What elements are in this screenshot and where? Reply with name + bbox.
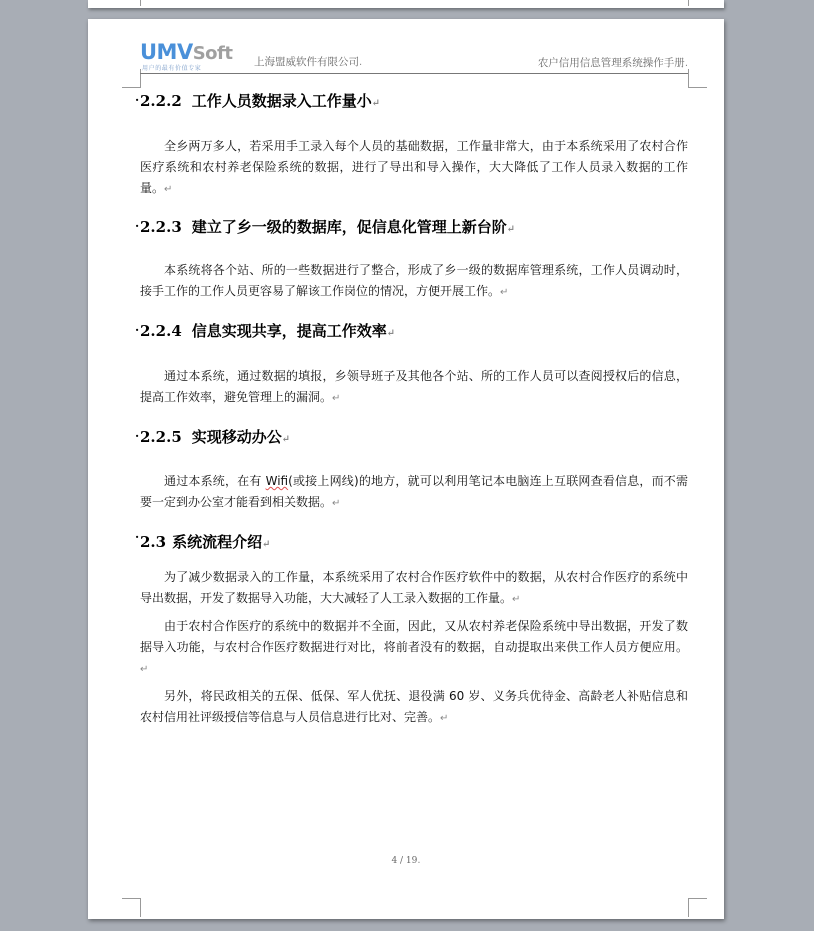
- body-paragraph[interactable]: 本系统将各个站、所的一些数据进行了整合，形成了乡一级的数据库管理系统，工作人员调动时，接手工作的工作人员更容易了解该工作岗位的情况，方便开展工作。↵: [140, 263, 688, 298]
- paragraph-mark-icon: ↵: [386, 328, 396, 339]
- crop-mark-top-left: [122, 69, 141, 88]
- header-manual-title: 农户信用信息管理系统操作手册.: [537, 57, 688, 69]
- logo-text-soft: Soft: [192, 43, 233, 64]
- paragraph-mark-icon: ↵: [500, 287, 509, 298]
- header-company-name: 上海盟威软件有限公司.: [254, 56, 363, 68]
- heading-bullet: ·: [135, 323, 140, 337]
- section-number: 2.2.5: [140, 428, 182, 446]
- paragraph-mark-icon: ↵: [140, 664, 149, 675]
- spellcheck-word[interactable]: Wifi: [265, 474, 289, 488]
- body-paragraph[interactable]: 全乡两万多人，若采用手工录入每个人员的基础数据，工作量非常大，由于本系统采用了农村合作医疗系统和农村养老保险系统的数据，进行了导出和导入操作，大大降低了工作人员录入数据的工作量。↵: [140, 139, 688, 195]
- section-heading[interactable]: [135, 427, 688, 450]
- section-title: 工作人员数据录入工作量小: [191, 92, 372, 110]
- heading-bullet: ·: [135, 219, 140, 233]
- logo-text-umv: UMV: [140, 40, 193, 64]
- body-paragraph[interactable]: 由于农村合作医疗的系统中的数据并不全面，因此，又从农村养老保险系统中导出数据，开发了数据导入功能，与农村合作医疗数据进行对比，将前者没有的数据，自动提取出来供工作人员方便应用。↵: [140, 619, 688, 675]
- section-heading[interactable]: [135, 91, 688, 114]
- logo-slogan: 用户的最有价值专家: [142, 65, 202, 72]
- paragraph-mark-icon: ↵: [164, 184, 173, 195]
- heading-bullet: ·: [135, 429, 140, 443]
- paragraph-mark-icon: ↵: [281, 434, 291, 445]
- logo-wordmark: [140, 41, 232, 65]
- section-number: 2.2.2: [140, 92, 182, 110]
- section-heading[interactable]: [135, 217, 688, 240]
- crop-mark-bottom-right: [688, 898, 707, 917]
- section-heading[interactable]: [135, 530, 688, 555]
- body-paragraph[interactable]: 另外，将民政相关的五保、低保、军人优抚、退役满 60 岁、义务兵优待金、高龄老人补贴信息和农村信用社评级授信等信息与人员信息进行比对、完善。↵: [140, 689, 688, 724]
- crop-mark-bottom-left: [122, 898, 141, 917]
- paragraph-mark-icon: ↵: [440, 713, 449, 724]
- section-heading[interactable]: [135, 321, 688, 344]
- section-title: 建立了乡一级的数据库，促信息化管理上新台阶: [191, 218, 507, 236]
- heading-bullet: ·: [135, 93, 140, 107]
- paragraph-mark-icon: ↵: [371, 98, 381, 109]
- section-title: 系统流程介绍: [172, 533, 263, 551]
- body-paragraph[interactable]: 通过本系统，通过数据的填报，乡领导班子及其他各个站、所的工作人员可以查阅授权后的信息，提高工作效率，避免管理上的漏洞。↵: [140, 369, 688, 404]
- section-number: 2.2.4: [140, 322, 182, 340]
- body-paragraph[interactable]: 通过本系统，在有 Wifi(或接上网线)的地方，就可以利用笔记本电脑连上互联网查看信息，而不需要一定到办公室才能看到相关数据。↵: [140, 474, 688, 509]
- crop-mark-top-right: [688, 69, 707, 88]
- crop-mark: [122, 0, 141, 6]
- page-number: 4 / 19.: [391, 855, 421, 866]
- page-body[interactable]: [135, 91, 688, 729]
- section-title: 信息实现共享，提高工作效率: [191, 322, 387, 340]
- previous-page-edge: [88, 0, 724, 8]
- section-number: 2.2.3: [140, 218, 182, 236]
- paragraph-mark-icon: ↵: [332, 498, 341, 509]
- paragraph-mark-icon: ↵: [512, 594, 521, 605]
- section-number: 2.3: [140, 533, 167, 551]
- company-logo: [140, 41, 244, 71]
- paragraph-mark-icon: ↵: [332, 393, 341, 404]
- document-page[interactable]: [88, 19, 724, 919]
- paragraph-mark-icon: ↵: [262, 539, 271, 550]
- heading-bullet: ·: [135, 530, 140, 544]
- crop-mark: [688, 0, 707, 6]
- section-title: 实现移动办公: [191, 428, 282, 446]
- paragraph-mark-icon: ↵: [506, 224, 516, 235]
- page-header: [140, 41, 688, 74]
- body-paragraph[interactable]: 为了减少数据录入的工作量，本系统采用了农村合作医疗软件中的数据，从农村合作医疗的系统中导出数据，开发了数据导入功能，大大减轻了人工录入数据的工作量。↵: [140, 570, 688, 605]
